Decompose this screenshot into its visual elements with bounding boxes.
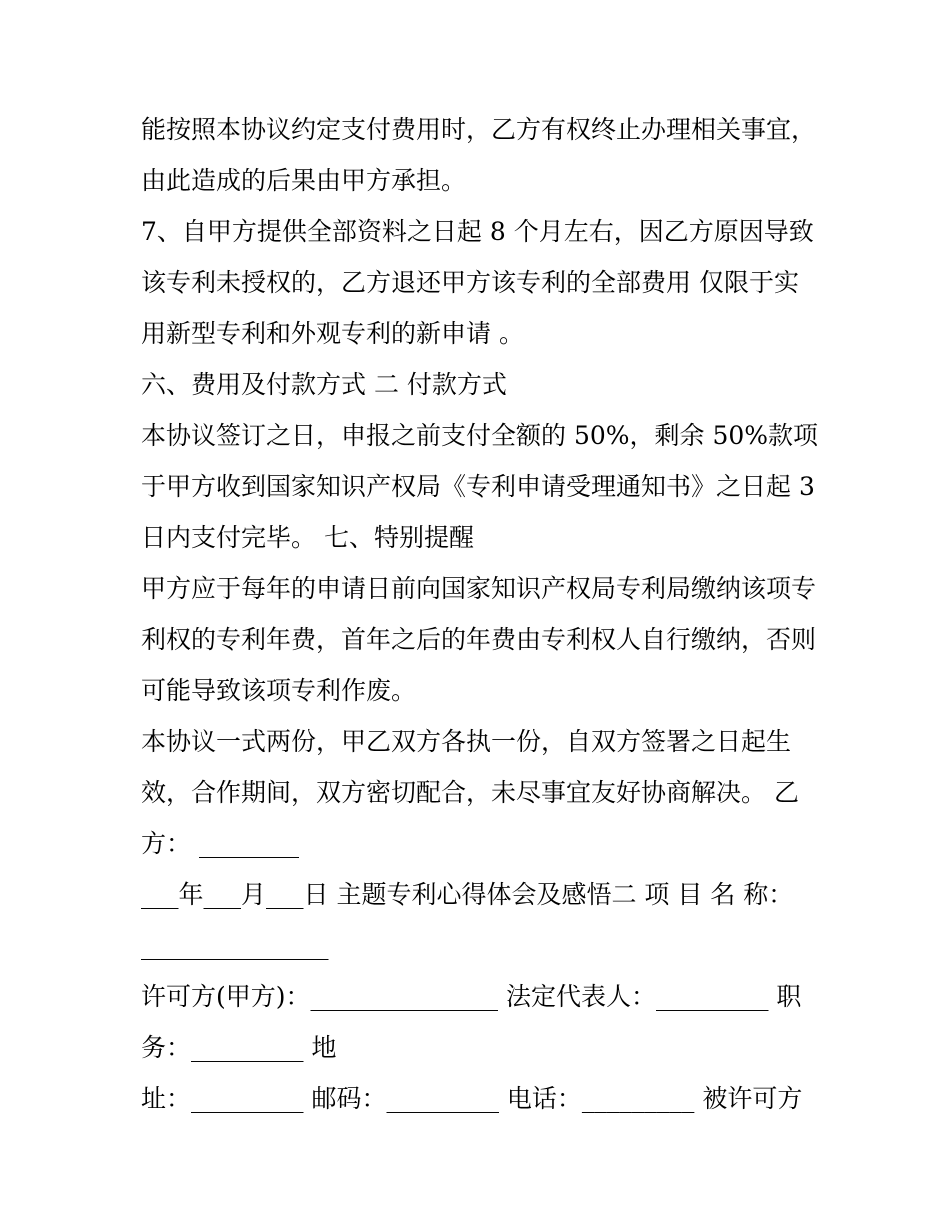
text-line: 甲方应于每年的申请日前向国家知识产权局专利局缴纳该项专 bbox=[141, 574, 817, 603]
date-line: ___年___月___日 主题专利心得体会及感悟二 项 目 名 称： bbox=[141, 880, 794, 909]
address-line: 址：_________ 邮码：_________ 电话：_________ 被许可方 bbox=[141, 1084, 803, 1113]
signature-line: 方： ________ bbox=[141, 829, 299, 858]
text-line: 本协议一式两份，甲乙双方各执一份，自双方签署之日起生 bbox=[141, 727, 792, 756]
section-heading: 六、费用及付款方式 二 付款方式 bbox=[141, 370, 507, 399]
text-line: 本协议签订之日，申报之前支付全额的 50%，剩余 50%款项 bbox=[141, 421, 819, 450]
text-line: 用新型专利和外观专利的新申请 。 bbox=[141, 319, 524, 348]
text-line: 利权的专利年费，首年之后的年费由专利权人自行缴纳，否则 bbox=[141, 625, 817, 654]
position-line: 务：_________ 地 bbox=[141, 1033, 337, 1062]
text-line: 于甲方收到国家知识产权局《专利申请受理通知书》之日起 3 bbox=[141, 472, 815, 501]
text-line: 由此造成的后果由甲方承担。 bbox=[141, 166, 467, 195]
text-line: 7、自甲方提供全部资料之日起 8 个月左右，因乙方原因导致 bbox=[141, 217, 814, 246]
text-line: 该专利未授权的，乙方退还甲方该专利的全部费用 仅限于实 bbox=[141, 268, 799, 297]
document-body bbox=[141, 104, 821, 1124]
text-line: 日内支付完毕。 七、特别提醒 bbox=[141, 523, 474, 552]
text-line: 能按照本协议约定支付费用时，乙方有权终止办理相关事宜， bbox=[141, 115, 817, 144]
blank-line: _______________ bbox=[141, 931, 329, 960]
text-line: 可能导致该项专利作废。 bbox=[141, 676, 417, 705]
text-line: 效，合作期间，双方密切配合，未尽事宜友好协商解决。 乙 bbox=[141, 778, 799, 807]
licensor-line: 许可方(甲方)：_______________ 法定代表人：_________ 职 bbox=[141, 982, 802, 1011]
